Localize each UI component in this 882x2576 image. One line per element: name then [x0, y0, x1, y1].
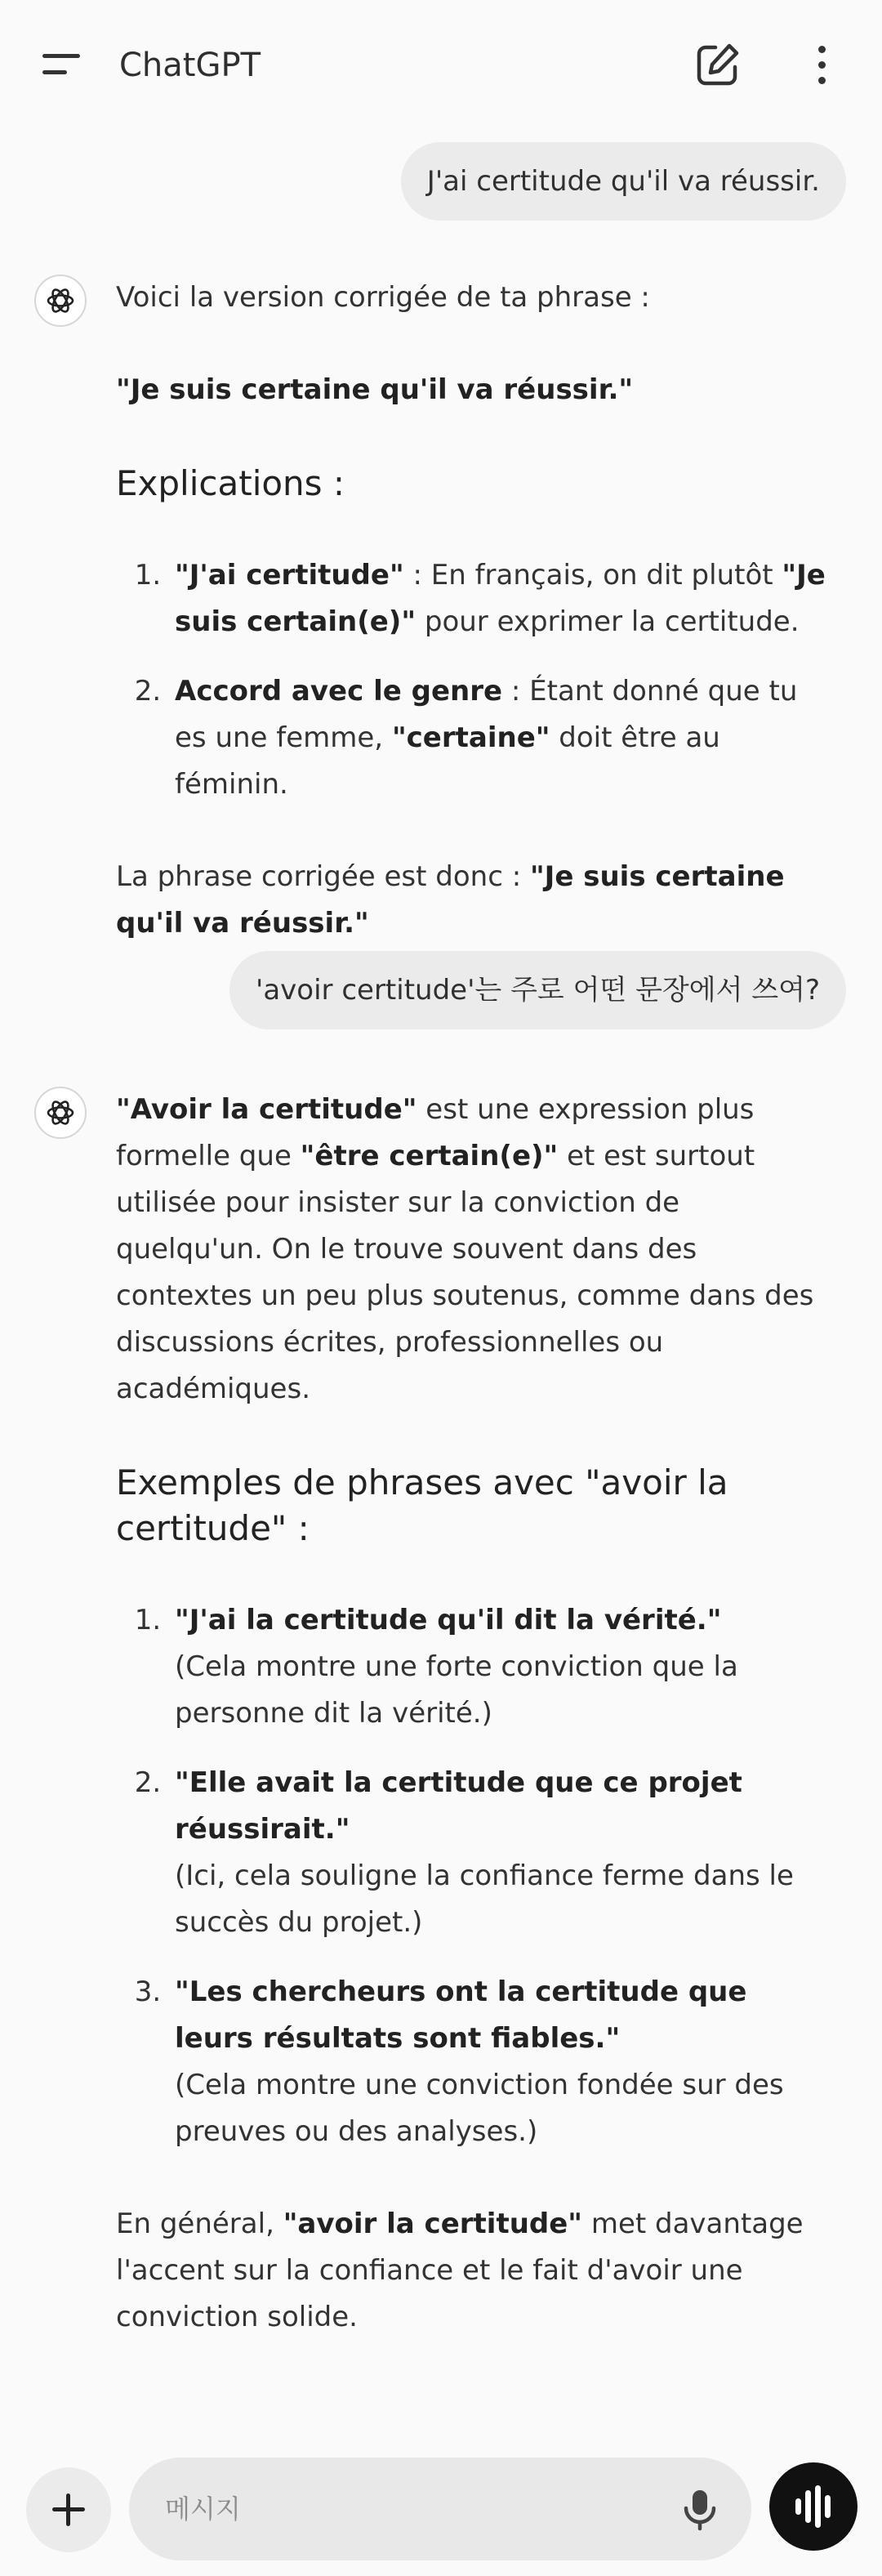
more-vertical-icon[interactable]: [797, 38, 846, 92]
list-item: 3. "Les chercheurs ont la certitude que leurs résultats sont fiables." (Cela montre une conviction fondée sur des preuves ou des analyses.): [170, 1969, 826, 2155]
top-bar: [0, 0, 882, 131]
hamburger-menu-icon[interactable]: [34, 42, 83, 88]
section-heading: Explications :: [116, 463, 345, 503]
corrected-sentence: "Je suis certaine qu'il va réussir.": [116, 373, 634, 406]
response-intro: "Avoir la certitude" est une expression plus formelle que "être certain(e)" et est surtout utilisée pour insister sur la conviction de quelqu'un. On le trouve souvent dans des contextes un peu plus soutenus, comme dans des discussions écrites, professionnelles ou académiques.: [116, 1093, 814, 1405]
conclusion: La phrase corrigée est donc : "Je suis certaine qu'il va réussir.": [116, 860, 785, 940]
list-item: 2. "Elle avait la certitude que ce projet réussirait." (Ici, cela souligne la confiance ferme dans le succès du projet.): [170, 1760, 826, 1946]
response-intro: Voici la version corrigée de ta phrase :: [116, 281, 650, 314]
message-input[interactable]: [163, 2484, 657, 2534]
voice-mode-icon[interactable]: [769, 2462, 858, 2551]
message-input-container[interactable]: [129, 2458, 751, 2560]
edit-icon[interactable]: [691, 38, 745, 92]
openai-logo-icon: [34, 275, 87, 327]
app-title[interactable]: ChatGPT: [119, 47, 261, 84]
plus-icon[interactable]: [26, 2467, 111, 2552]
assistant-message: [116, 275, 826, 947]
openai-logo-icon: [34, 1087, 87, 1139]
assistant-message: [116, 1087, 826, 2341]
explanation-list: [116, 552, 826, 808]
composer-bar: [0, 2435, 882, 2576]
conclusion: En général, "avoir la certitude" met davantage l'accent sur la confiance et le fait d'avoir une conviction solide.: [116, 2208, 804, 2333]
examples-list: [116, 1597, 826, 2155]
section-heading: Exemples de phrases avec "avoir la certitude" :: [116, 1462, 728, 1548]
list-item: 2. Accord avec le genre : Étant donné que tu es une femme, "certaine" doit être au féminin.: [170, 668, 826, 808]
user-message: J'ai certitude qu'il va réussir.: [401, 142, 846, 221]
list-item: 1. "J'ai certitude" : En français, on dit plutôt "Je suis certain(e)" pour exprimer la certitude.: [170, 552, 826, 645]
user-message: 'avoir certitude'는 주로 어떤 문장에서 쓰여?: [229, 951, 846, 1029]
microphone-icon[interactable]: [673, 2482, 727, 2536]
list-item: 1. "J'ai la certitude qu'il dit la vérité." (Cela montre une forte conviction que la personne dit la vérité.): [170, 1597, 826, 1737]
